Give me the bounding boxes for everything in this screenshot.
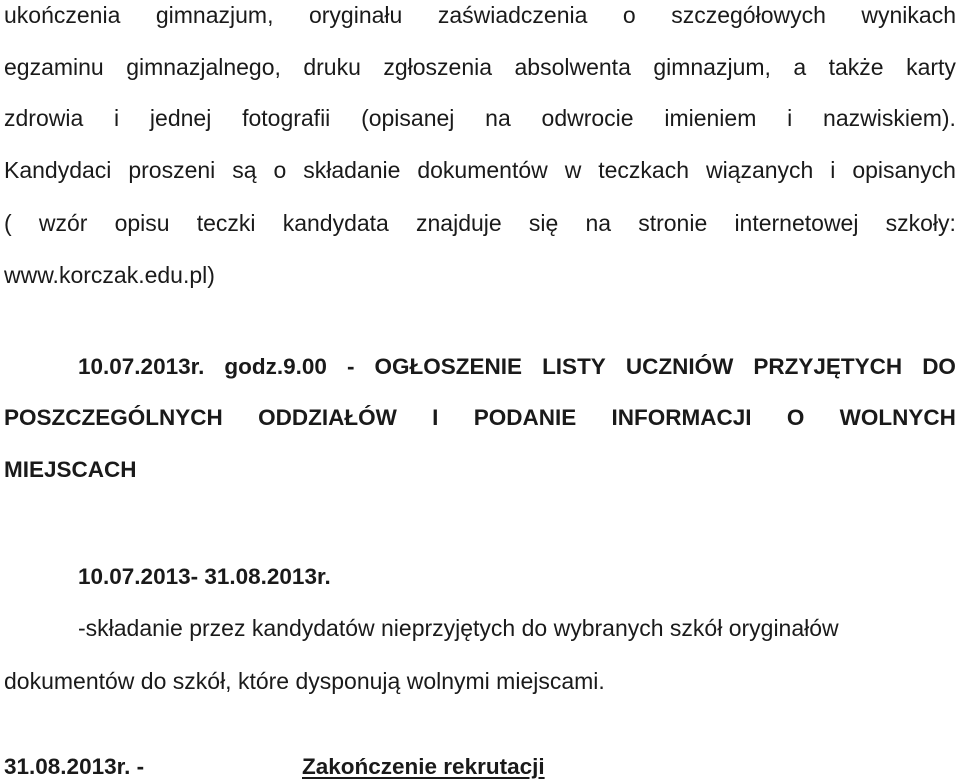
period-text: dokumentów do szkół, które dysponują wolnymi miejscami. bbox=[4, 668, 605, 694]
word: nazwiskiem). bbox=[823, 105, 956, 131]
word: O bbox=[786, 405, 805, 430]
word: Kandydaci bbox=[4, 157, 112, 183]
word: imieniem bbox=[664, 105, 757, 131]
word: jednej bbox=[149, 105, 212, 131]
word: PODANIE bbox=[473, 405, 577, 430]
word: o bbox=[273, 157, 287, 183]
word: dokumentów bbox=[417, 157, 548, 183]
word: na bbox=[485, 105, 511, 131]
paragraph-last-line bbox=[4, 261, 956, 289]
word: się bbox=[528, 210, 559, 236]
word: w bbox=[564, 157, 582, 183]
announcement-line-3 bbox=[4, 456, 956, 484]
word: odwrocie bbox=[541, 105, 634, 131]
word: składanie bbox=[303, 157, 401, 183]
word: oryginału bbox=[308, 2, 403, 28]
word: POSZCZEGÓLNYCH bbox=[4, 405, 223, 430]
word: stronie bbox=[638, 210, 708, 236]
word: LISTY bbox=[542, 354, 606, 379]
paragraph-line-3 bbox=[4, 104, 956, 132]
paragraph-line-2 bbox=[4, 53, 956, 81]
word: szkoły: bbox=[885, 210, 956, 236]
word: absolwenta bbox=[514, 54, 631, 80]
word: PRZYJĘTYCH bbox=[753, 354, 903, 379]
word: gimnazjum, bbox=[155, 2, 274, 28]
word: o bbox=[622, 2, 636, 28]
word: są bbox=[232, 157, 257, 183]
period-text: -składanie przez kandydatów nieprzyjętych do wybranych szkół oryginałów bbox=[78, 615, 839, 641]
word: teczkach bbox=[598, 157, 690, 183]
word: i bbox=[114, 105, 120, 131]
word: ODDZIAŁÓW bbox=[258, 405, 397, 430]
word: opisu bbox=[114, 210, 170, 236]
word: kandydata bbox=[282, 210, 389, 236]
period-line-1 bbox=[78, 614, 956, 642]
word: opisanych bbox=[852, 157, 956, 183]
word: 10.07.2013r. bbox=[78, 354, 205, 379]
period-line-2 bbox=[4, 667, 956, 695]
paragraph-line-4 bbox=[4, 156, 956, 184]
word: wiązanych bbox=[705, 157, 814, 183]
word: wynikach bbox=[861, 2, 956, 28]
word: UCZNIÓW bbox=[625, 354, 734, 379]
word: teczki bbox=[196, 210, 256, 236]
word: znajduje bbox=[416, 210, 502, 236]
word: szczegółowych bbox=[671, 2, 826, 28]
word: internetowej bbox=[734, 210, 859, 236]
word: (opisanej bbox=[361, 105, 455, 131]
word: na bbox=[585, 210, 612, 236]
ending-label: Zakończenie rekrutacji bbox=[302, 754, 545, 779]
word: karty bbox=[906, 54, 956, 80]
word: proszeni bbox=[128, 157, 216, 183]
word: I bbox=[432, 405, 439, 430]
word: INFORMACJI bbox=[611, 405, 752, 430]
word: WOLNYCH bbox=[839, 405, 956, 430]
word: zdrowia bbox=[4, 105, 84, 131]
word: gimnazjalnego, bbox=[126, 54, 281, 80]
word: gimnazjum, bbox=[653, 54, 771, 80]
word: MIEJSCACH bbox=[4, 457, 137, 482]
word: - bbox=[346, 354, 355, 379]
word: zaświadczenia bbox=[437, 2, 588, 28]
announcement-line-1 bbox=[78, 353, 956, 381]
date-range-text: 10.07.2013- 31.08.2013r. bbox=[78, 564, 331, 589]
paragraph-line-1 bbox=[4, 1, 956, 29]
announcement-line-2 bbox=[4, 404, 956, 432]
word: także bbox=[828, 54, 884, 80]
word: OGŁOSZENIE bbox=[374, 354, 523, 379]
word: egzaminu bbox=[4, 54, 104, 80]
school-website-text: www.korczak.edu.pl) bbox=[4, 262, 215, 288]
word: i bbox=[787, 105, 793, 131]
word: wzór bbox=[38, 210, 88, 236]
period-date-range bbox=[78, 563, 956, 591]
word: druku bbox=[303, 54, 361, 80]
word: DO bbox=[922, 354, 956, 379]
paragraph-line-5 bbox=[4, 209, 956, 237]
word: fotografii bbox=[242, 105, 331, 131]
word: a bbox=[793, 54, 807, 80]
word: ( bbox=[4, 210, 12, 236]
word: ukończenia bbox=[4, 2, 121, 28]
word: i bbox=[830, 157, 836, 183]
word: zgłoszenia bbox=[383, 54, 493, 80]
word: godz.9.00 bbox=[224, 354, 327, 379]
ending-date: 31.08.2013r. - bbox=[4, 754, 145, 779]
